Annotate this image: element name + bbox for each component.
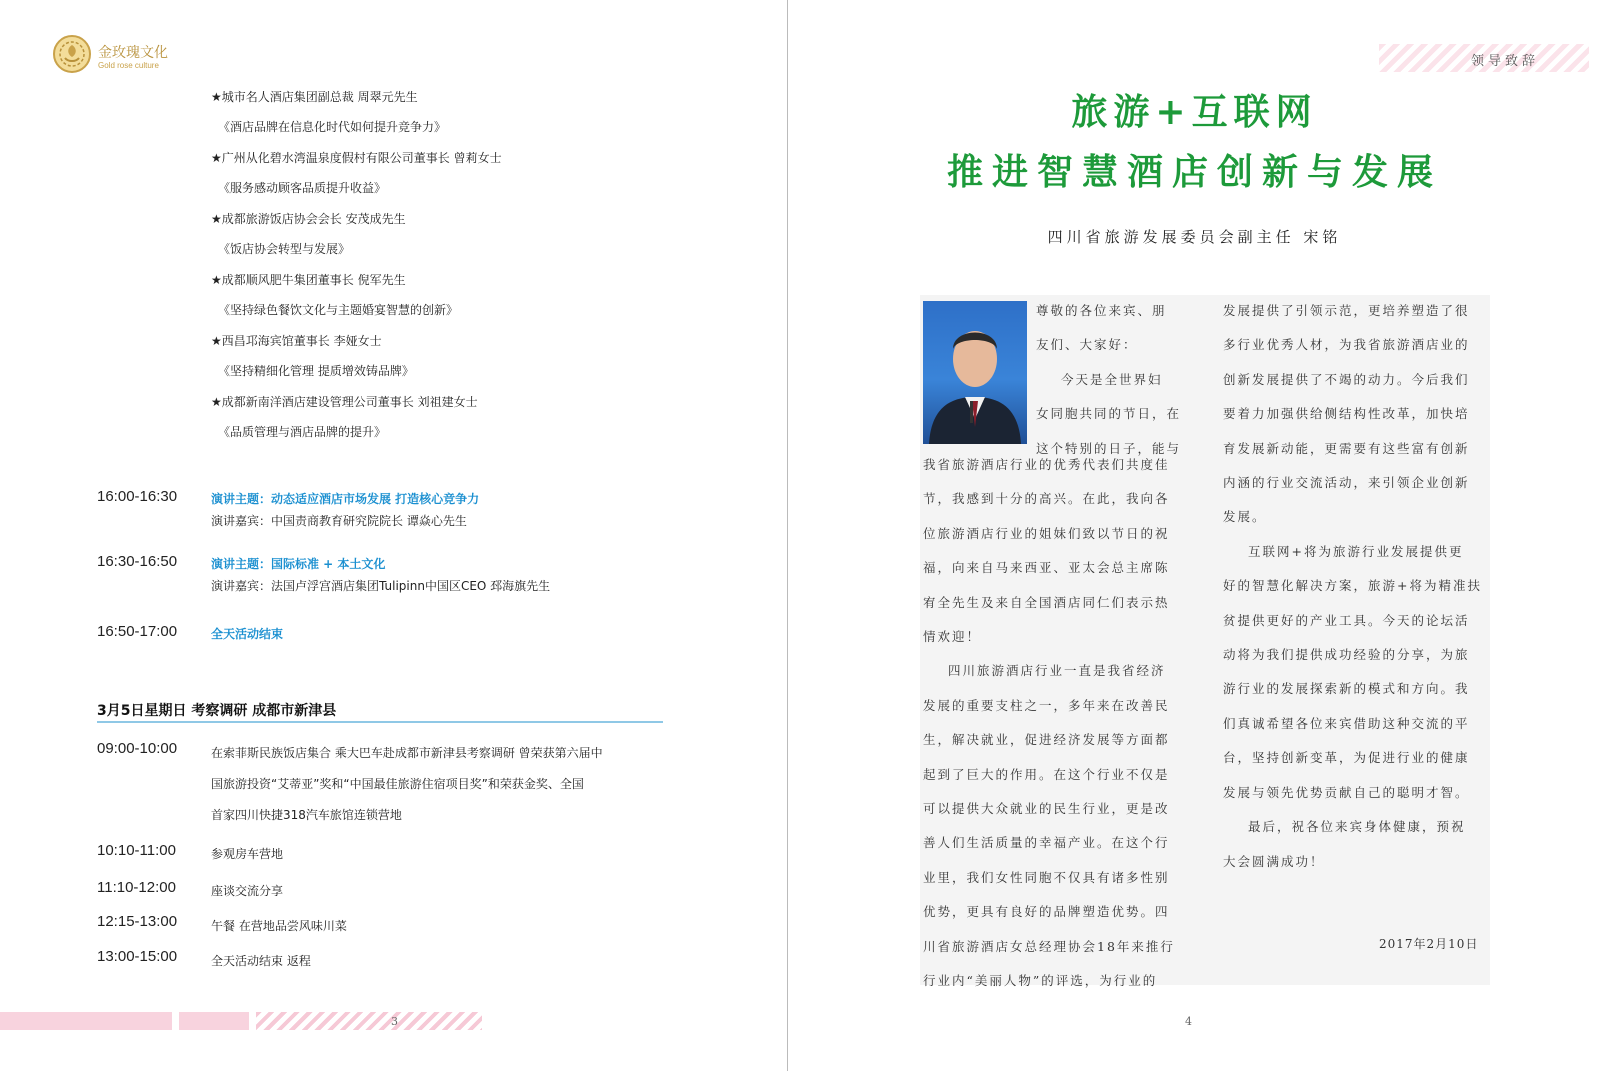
logo-name-en: Gold rose culture (98, 61, 159, 70)
paragraph-line: 台，坚持创新变革，为促进行业的健康 (1223, 750, 1470, 766)
paragraph-line: 游行业的发展探索新的模式和方向。我 (1223, 681, 1470, 697)
session-guest: 演讲嘉宾：法国卢浮宫酒店集团Tulipinn中国区CEO 邳海旗先生 (211, 579, 551, 593)
article-title-line1: 旅游+互联网 (1071, 91, 1318, 133)
article-byline: 四川省旅游发展委员会副主任 宋铭 (1047, 228, 1342, 246)
item-text: 全天活动结束 返程 (211, 954, 311, 968)
paragraph-line: 这个特别的日子，能与 (1036, 440, 1182, 456)
talk-title: 《酒店品牌在信息化时代如何提升竞争力》 (218, 120, 447, 134)
talk-title: 《坚持精细化管理 提质增效铸品牌》 (218, 364, 414, 378)
article-column-2 (1223, 294, 1482, 879)
paragraph-line: 女同胞共同的节日，在 (1036, 406, 1182, 422)
paragraph-line: 友们、大家好： (1036, 337, 1138, 353)
session-theme: 全天活动结束 (211, 627, 284, 641)
paragraph-line: 好的智慧化解决方案，旅游+将为精准扶 (1223, 578, 1482, 594)
page-number: 3 (391, 1015, 398, 1028)
article-title-line2: 推进智慧酒店创新与发展 (946, 151, 1442, 193)
session-time: 16:50-17:00 (97, 623, 178, 640)
session-time: 16:30-16:50 (97, 553, 178, 570)
item-text: 午餐 在营地品尝风味川菜 (211, 919, 347, 933)
gold-rose-logo-icon (52, 34, 92, 74)
paragraph-line: 我省旅游酒店行业的优秀代表们共度佳 (923, 457, 1170, 472)
speaker-line: ★西昌邛海宾馆董事长 李娅女士 (211, 334, 382, 348)
item-text: 国旅游投资“艾蒂亚”奖和“中国最佳旅游住宿项目奖”和荣获金奖、全国 (211, 777, 584, 791)
article-column-1 (923, 448, 1175, 999)
talk-title: 《服务感动顾客品质提升收益》 (218, 181, 387, 195)
session-guest: 演讲嘉宾：中国责商教育研究院院长 谭焱心先生 (211, 514, 467, 528)
item-time: 13:00-15:00 (97, 948, 178, 965)
speaker-line: ★广州从化碧水湾温泉度假村有限公司董事长 曾莉女士 (211, 151, 502, 165)
paragraph-line: 互联网+将为旅游行业发展提供更 (1248, 543, 1464, 559)
page-number: 4 (1185, 1015, 1192, 1028)
paragraph-line: 善人们生活质量的幸福产业。在这个行 (923, 835, 1170, 851)
paragraph-line: 多行业优秀人材，为我省旅游酒店业的 (1223, 337, 1470, 353)
item-text: 座谈交流分享 (211, 884, 284, 898)
paragraph-line: 内涵的行业交流活动，来引领企业创新 (1223, 475, 1470, 491)
article-date: 2017年2月10日 (1379, 937, 1479, 951)
right-page (789, 0, 1600, 1071)
item-text: 参观房车营地 (211, 847, 284, 861)
portrait-image (923, 301, 1027, 444)
paragraph-line: 贫提供更好的产业工具。今天的论坛活 (1223, 612, 1470, 628)
paragraph-line: 可以提供大众就业的民生行业，更是改 (923, 801, 1170, 817)
item-time: 09:00-10:00 (97, 740, 178, 757)
paragraph-line: 福，向来自马来西亚、亚太会总主席陈 (923, 560, 1170, 576)
left-page (0, 0, 788, 1071)
paragraph-line: 川省旅游酒店女总经理协会18年来推行 (923, 938, 1175, 954)
item-text: 在索菲斯民族饭店集合 乘大巴车赴成都市新津县考察调研 曾荣获第六届中 (211, 746, 603, 760)
session-time: 16:00-16:30 (97, 488, 178, 505)
item-time: 10:10-11:00 (97, 842, 176, 859)
session-theme: 演讲主题：国际标准 + 本土文化 (211, 557, 386, 571)
session-theme: 演讲主题：动态适应酒店市场发展 打造核心竞争力 (211, 492, 480, 506)
paragraph-line: 发展与领先优势贡献自己的聪明才智。 (1223, 784, 1470, 800)
paragraph-line: 位旅游酒店行业的姐妹们致以节日的祝 (923, 525, 1170, 541)
speaker-line: ★成都旅游饭店协会会长 安茂成先生 (211, 212, 406, 226)
footer-band (179, 1012, 249, 1030)
paragraph-line: 最后，祝各位来宾身体健康，预祝 (1248, 819, 1466, 835)
footer-band (256, 1012, 482, 1030)
paragraph-line: 今天是全世界妇 (1061, 371, 1163, 387)
speaker-photo (923, 301, 1027, 444)
talk-title: 《坚持绿色餐饮文化与主题婚宴智慧的创新》 (218, 303, 459, 317)
day-divider (97, 721, 663, 723)
talk-title: 《品质管理与酒店品牌的提升》 (218, 425, 387, 439)
paragraph-line: 宥全先生及来自全国酒店同仁们表示热 (923, 594, 1170, 610)
paragraph-line: 要着力加强供给侧结构性改革，加快培 (1223, 406, 1470, 422)
speaker-line: ★城市名人酒店集团副总裁 周翠元先生 (211, 90, 418, 104)
paragraph-line: 育发展新动能，更需要有这些富有创新 (1223, 440, 1470, 456)
paragraph-line: 节，我感到十分的高兴。在此，我向各 (923, 491, 1170, 507)
paragraph-line: 业里，我们女性同胞不仅具有诸多性别 (923, 869, 1170, 885)
article-column-1-top (1036, 294, 1181, 466)
footer-band (0, 1012, 172, 1030)
paragraph-line: 创新发展提供了不竭的动力。今后我们 (1223, 371, 1470, 387)
section-tag: 领导致辞 (1471, 54, 1540, 69)
paragraph-line: 情欢迎！ (923, 629, 982, 645)
item-time: 12:15-13:00 (97, 913, 178, 930)
paragraph-line: 发展的重要支柱之一，多年来在改善民 (923, 697, 1170, 713)
paragraph-line: 起到了巨大的作用。在这个行业不仅是 (923, 766, 1170, 782)
paragraph-line: 动将为我们提供成功经验的分享，为旅 (1223, 647, 1470, 663)
paragraph-line: 发展。 (1223, 509, 1267, 525)
paragraph-line: 们真诚希望各位来宾借助这种交流的平 (1223, 715, 1470, 731)
speaker-line: ★成都新南洋酒店建设管理公司董事长 刘祖建女士 (211, 395, 478, 409)
item-time: 11:10-12:00 (97, 879, 176, 896)
paragraph-line: 优势，更具有良好的品牌塑造优势。四 (923, 904, 1170, 920)
speaker-line: ★成都顺风肥牛集团董事长 倪军先生 (211, 273, 406, 287)
talk-title: 《饭店协会转型与发展》 (218, 242, 351, 256)
paragraph-line: 尊敬的各位来宾、朋 (1036, 303, 1167, 318)
paragraph-line: 大会圆满成功！ (1223, 853, 1325, 869)
paragraph-line: 行业内“美丽人物”的评选，为行业的 (923, 973, 1158, 989)
paragraph-line: 发展提供了引领示范，更培养塑造了很 (1223, 303, 1470, 318)
item-text: 首家四川快捷318汽车旅馆连锁营地 (211, 808, 402, 822)
paragraph-line: 生，解决就业，促进经济发展等方面都 (923, 732, 1170, 748)
paragraph-line: 四川旅游酒店行业一直是我省经济 (948, 663, 1166, 679)
day-heading: 3月5日星期日 考察调研 成都市新津县 (97, 703, 337, 719)
logo-name-cn: 金玫瑰文化 (98, 45, 168, 61)
